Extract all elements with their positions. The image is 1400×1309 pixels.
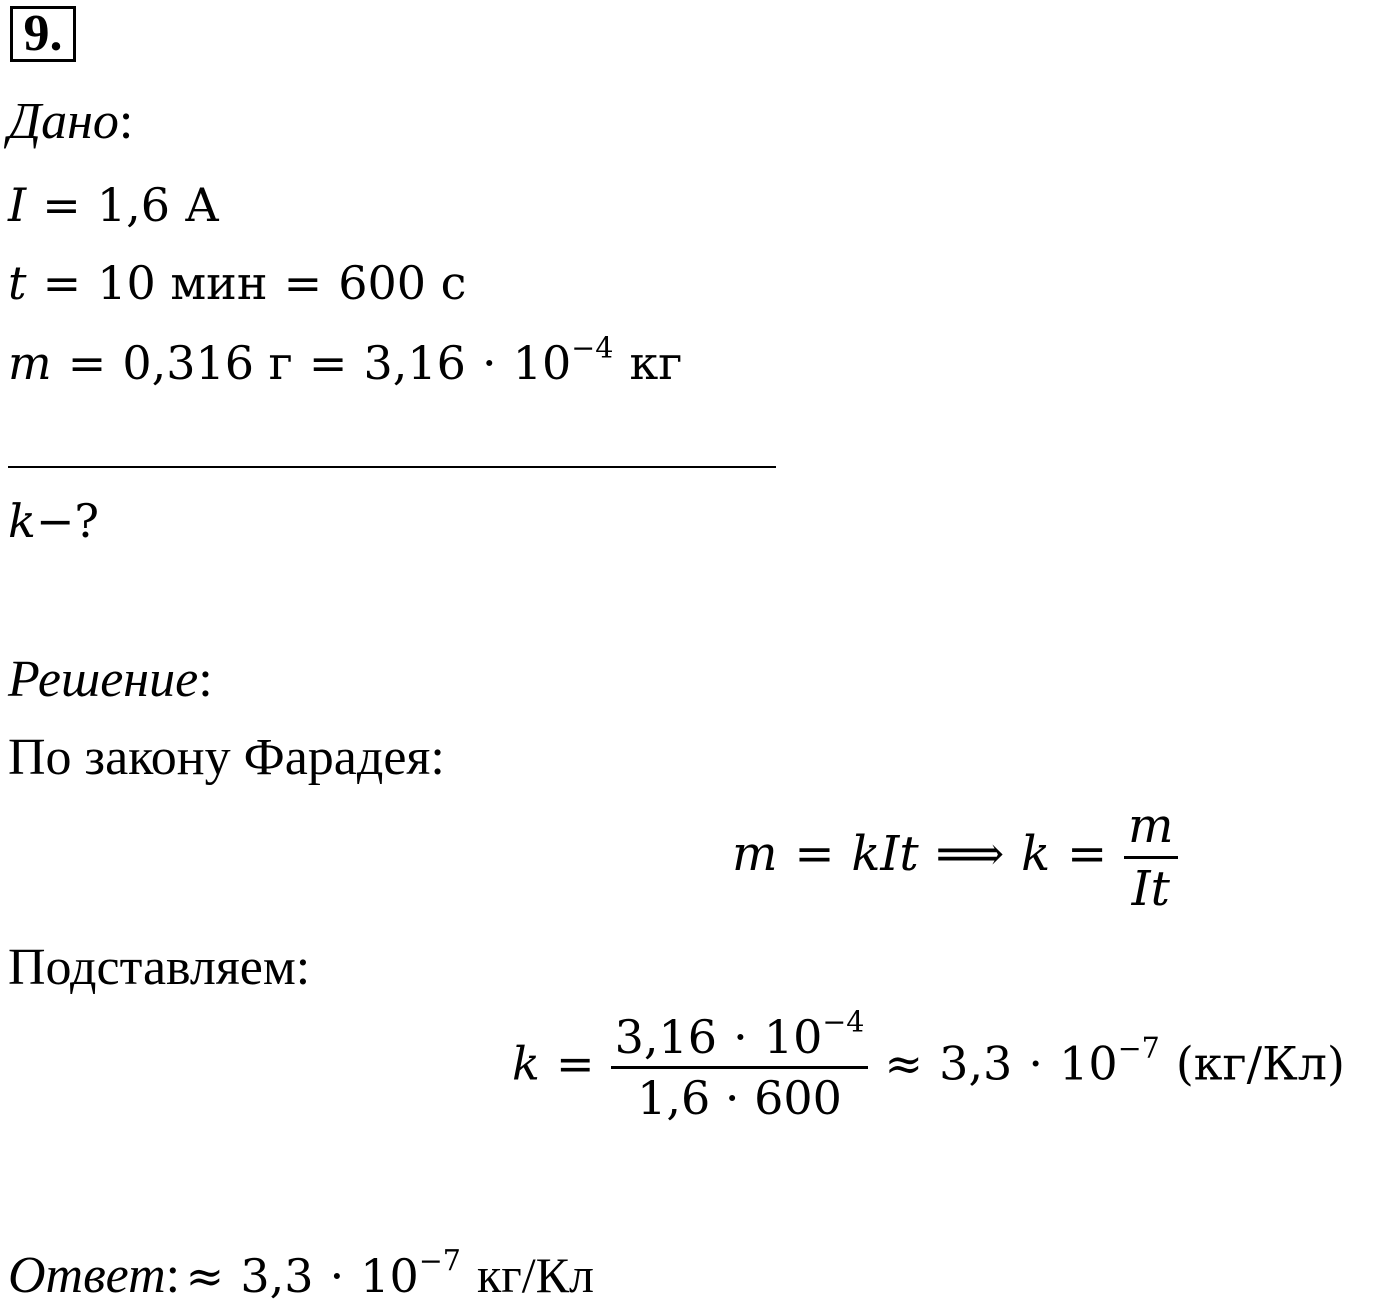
answer-base: 10 <box>360 1249 419 1303</box>
mass-exponent: −4 <box>571 331 614 365</box>
calc-result-exponent: −7 <box>1117 1032 1160 1066</box>
given-mass <box>8 331 683 390</box>
calc-numerator <box>611 1005 869 1064</box>
calc-k: k <box>512 1036 540 1091</box>
var-m: m <box>8 336 52 390</box>
given-heading-text: Дано <box>8 93 119 150</box>
equals-sign: = <box>42 178 81 232</box>
given-heading-colon: : <box>118 93 134 150</box>
time-minutes: 10 мин <box>97 256 268 310</box>
answer-mantissa: 3,3 <box>240 1249 314 1303</box>
calc-num-exponent: −4 <box>822 1005 865 1039</box>
fraction-bar <box>1124 856 1178 859</box>
current-value: 1,6 А <box>96 178 220 232</box>
fraction-denominator: It <box>1131 861 1170 917</box>
approx-sign: ≈ <box>185 1249 225 1303</box>
answer-heading-colon: : <box>165 1247 181 1304</box>
equals-sign: = <box>283 256 323 310</box>
multiply-dot: · <box>329 1249 345 1303</box>
solution-heading <box>8 650 213 709</box>
fraction-numerator: m <box>1127 798 1174 854</box>
var-I: I <box>8 178 27 232</box>
multiply-dot: · <box>733 1010 748 1064</box>
answer-value <box>185 1244 594 1303</box>
equals-sign: = <box>67 336 107 390</box>
equals-sign: = <box>308 336 348 390</box>
given-divider <box>8 466 776 468</box>
var-k: k <box>8 494 36 548</box>
faraday-formula <box>732 798 1178 917</box>
equals-sign: = <box>794 826 835 882</box>
fraction-bar <box>611 1066 869 1069</box>
mass-unit: кг <box>629 336 683 390</box>
given-current <box>8 178 220 232</box>
equals-sign: = <box>42 256 82 310</box>
multiply-dot: · <box>482 336 497 390</box>
var-t: t <box>8 256 27 310</box>
mass-grams: 0,316 г <box>122 336 293 390</box>
calculation <box>512 1005 1345 1125</box>
implies-sign: ⟹ <box>935 826 1005 882</box>
problem-number: 9. <box>10 6 76 62</box>
find-line <box>8 494 99 548</box>
calc-result-base: 10 <box>1059 1036 1118 1091</box>
substitute-text: Подставляем: <box>8 939 311 996</box>
formula-k: k <box>1021 826 1051 882</box>
answer-unit: кг/Кл <box>476 1247 594 1303</box>
solution-heading-text: Решение <box>8 651 199 708</box>
calc-fraction <box>611 1005 869 1125</box>
formula-kIt: kIt <box>851 826 919 882</box>
approx-sign: ≈ <box>884 1036 924 1091</box>
answer-heading-text: Ответ <box>8 1247 166 1304</box>
answer-exponent: −7 <box>418 1244 461 1278</box>
given-time <box>8 256 466 310</box>
calc-result-mantissa: 3,3 <box>939 1036 1013 1091</box>
multiply-dot: · <box>1028 1036 1044 1091</box>
faraday-law-text: По закону Фарадея: <box>8 729 445 786</box>
answer-line <box>8 1246 594 1305</box>
solution-heading-colon: : <box>198 651 213 708</box>
calc-num-base: 10 <box>763 1010 823 1064</box>
calc-result-unit: (кг/Кл) <box>1175 1036 1345 1091</box>
mass-base: 10 <box>512 336 572 390</box>
mass-mantissa: 3,16 <box>363 336 466 390</box>
formula-fraction <box>1124 798 1178 917</box>
find-question: −? <box>35 494 100 548</box>
calc-denominator: 1,6 · 600 <box>637 1071 842 1125</box>
given-heading <box>8 92 133 151</box>
equals-sign: = <box>1066 826 1108 882</box>
time-seconds: 600 с <box>338 256 467 310</box>
equals-sign: = <box>555 1036 595 1091</box>
calc-num-mantissa: 3,16 <box>614 1010 718 1064</box>
formula-m: m <box>732 826 778 882</box>
